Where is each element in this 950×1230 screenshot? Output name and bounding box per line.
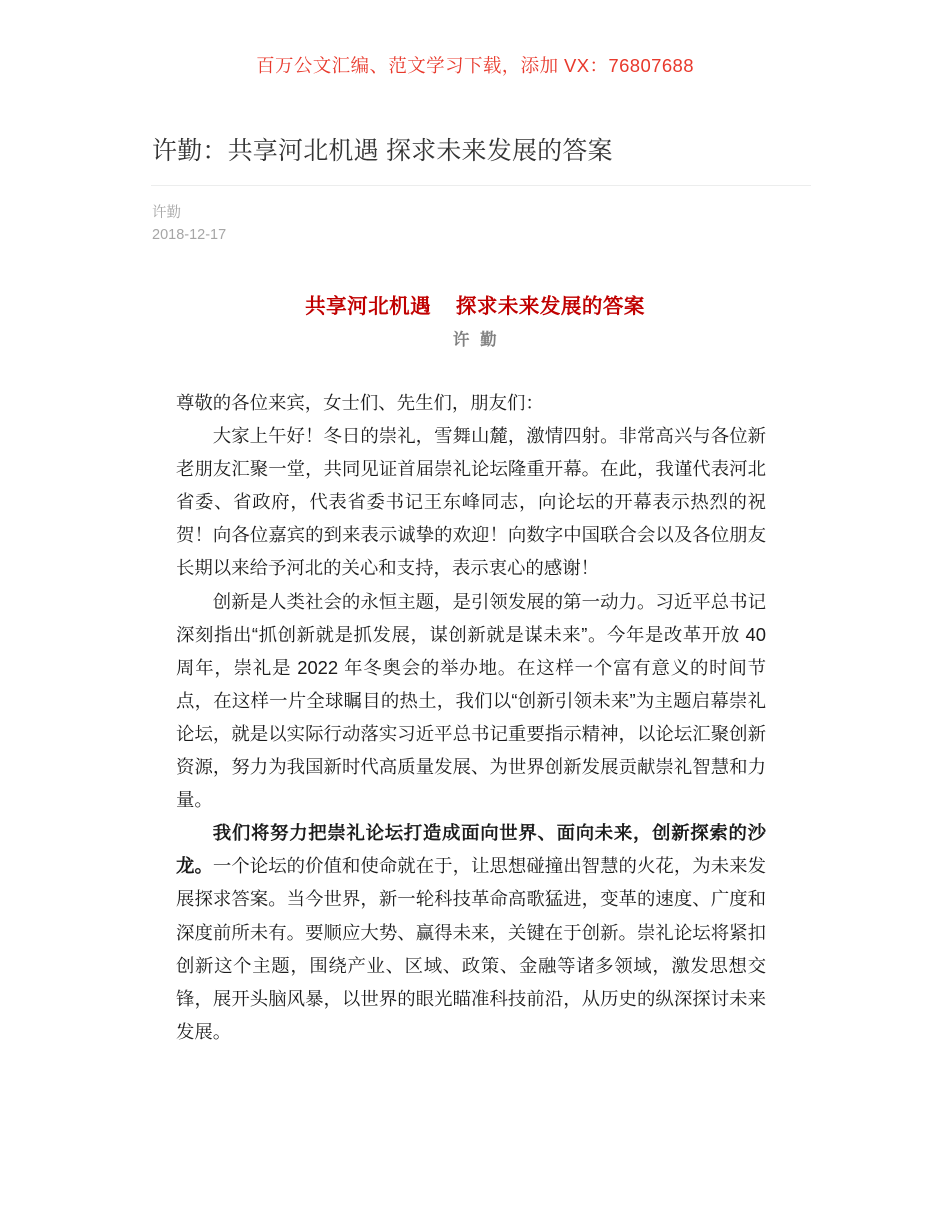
title-divider (151, 185, 811, 186)
page-title: 许勤：共享河北机遇 探求未来发展的答案 (152, 137, 613, 165)
article-date: 2018-12-17 (152, 226, 227, 243)
paragraph-innovation: 创新是人类社会的永恒主题，是引领发展的第一动力。习近平总书记深刻指出“抓创新就是抓发展，谋创新就是谋未来”。今年是改革开放 40 周年，崇礼是 2022 年冬奥会的举办地。在这样一个富有意义的时间节点，在这样一片全球瞩目的热土，我们以“创新引领未来”为主题启幕崇礼论坛，就是以实际行动落实习近平总书记重要指示精神，以论坛汇聚创新资源，努力为我国新时代高质量发展、为世界创新发展贡献崇礼智慧和力量。 (176, 590, 766, 811)
paragraph-salutation: 尊敬的各位来宾，女士们、先生们，朋友们： (176, 392, 544, 413)
promo-banner: 百万公文汇编、范文学习下载，添加 VX：76807688 (256, 55, 694, 76)
paragraph-forum-rest: 一个论坛的价值和使命就在于，让思想碰撞出智慧的火花，为未来发展探求答案。当今世界，新一轮科技革命高歌猛进，变革的速度、广度和深度前所未有。要顺应大势、赢得未来，关键在于创新。崇礼论坛将紧扣创新这个主题，围绕产业、区域、政策、金融等诸多领域，激发思想交锋，展开头脑风暴，以世界的眼光瞄准科技前沿，从历史的纵深探讨未来发展。 (176, 855, 766, 1042)
article-author: 许勤 (152, 205, 181, 221)
paragraph-forum-emphasis: 我们将努力把崇礼论坛打造成面向世界、面向未来，创新探索的沙龙。 (176, 822, 766, 877)
document-heading: 共享河北机遇 探求未来发展的答案 (305, 295, 645, 318)
document-body (176, 386, 766, 1048)
document-byline: 许 勤 (452, 331, 498, 349)
article-meta (152, 203, 226, 246)
paragraph-welcome: 大家上午好！冬日的崇礼，雪舞山麓，激情四射。非常高兴与各位新老朋友汇聚一堂，共同见证首届崇礼论坛隆重开幕。在此，我谨代表河北省委、省政府，代表省委书记王东峰同志，向论坛的开幕表示热烈的祝贺！向各位嘉宾的到来表示诚挚的欢迎！向数字中国联合会以及各位朋友长期以来给予河北的关心和支持，表示衷心的感谢！ (176, 425, 766, 579)
paragraph-forum (176, 816, 766, 1048)
